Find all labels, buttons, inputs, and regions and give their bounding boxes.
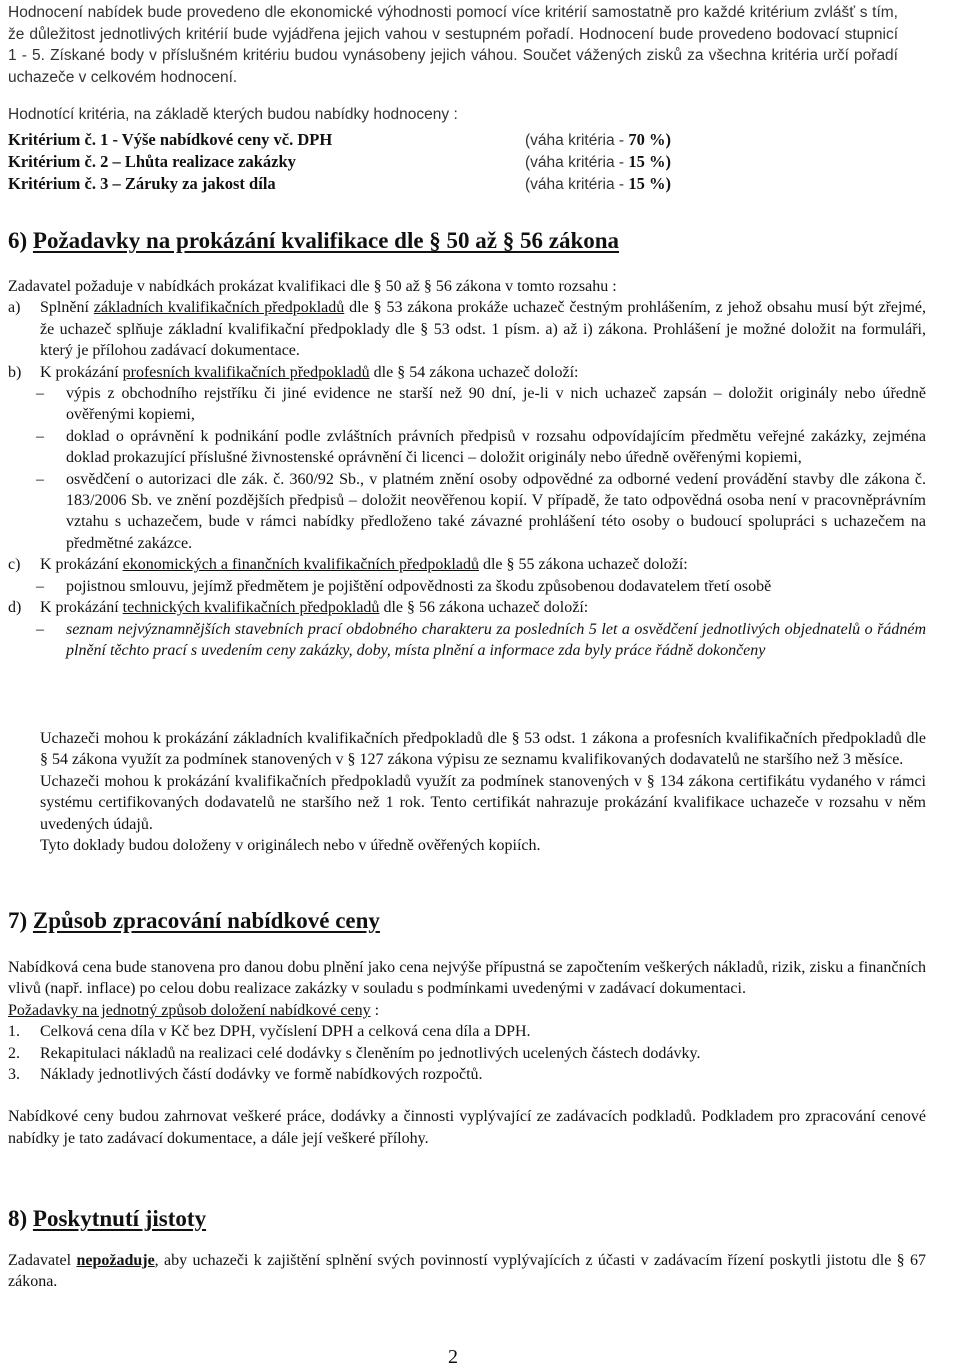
section-8-pre: Zadavatel: [8, 1252, 77, 1269]
section-6-body: [8, 276, 926, 661]
req-item-3: [8, 1064, 926, 1085]
section-6-number: 6): [8, 228, 28, 253]
section-8-number: 8): [8, 1206, 28, 1231]
item-d-bullet-1-text: seznam nejvýznamnějších stavebních prací obdobného charakteru za posledních 5 let a osvědčení jednotlivých objednatelů o řádném plnění těchto prací s uvedením ceny zakázky, doby, místa plnění a informace zda byly práce řádně dokončeny: [66, 620, 926, 659]
item-b-bullet-3-text: osvědčení o autorizaci dle zák. č. 360/92 Sb., v platném znění osoby odpovědné za odborné vedení provádění stavby dle zákona č. 183/2006 Sb. ve znění pozdějších předpisů – doložit neověřenou kopií. V případě, že tato odpovědná osoba není v pracovněprávním vztahu s uchazečem, bude v rámci nabídky předloženo také závazné prohlášení této osoby o budoucí spolupráci s uchazečem na předmětné zakázce.: [66, 470, 926, 552]
item-b-bullet-1: [8, 383, 926, 426]
section-7-heading: [8, 908, 380, 934]
criterion-3-label: Kritérium č. 3 – Záruky za jakost díla: [8, 174, 276, 193]
req-heading-colon: :: [370, 1001, 380, 1019]
item-b: [8, 362, 926, 383]
criterion-3-weight-prefix: (váha kritéria -: [525, 176, 625, 193]
criteria-heading: Hodnotící kritéria, na základě kterých budou nabídky hodnoceny :: [8, 106, 458, 123]
item-d-bullet-1: [8, 619, 926, 662]
req-item-1-text: Celková cena díla v Kč bez DPH, vyčíslení DPH a celková cena díla a DPH.: [40, 1023, 531, 1041]
dash-marker: –: [36, 620, 44, 638]
section-6-heading: [8, 228, 619, 254]
item-c-pre: K prokázání: [40, 556, 123, 574]
criterion-1-weight: [525, 130, 671, 150]
item-b-bullet-2: [8, 426, 926, 469]
dash-marker: –: [36, 577, 44, 595]
item-d-pre: K prokázání: [40, 599, 123, 617]
page-number: 2: [448, 1346, 458, 1368]
req-item-1-number: 1.: [8, 1023, 20, 1041]
section-7-number: 7): [8, 908, 28, 933]
section-7-paragraph: Nabídková cena bude stanovena pro danou dobu plnění jako cena nejvýše přípustná se započtením veškerých nákladů, rizik, zisku a finančních vlivů (např. inflace) po celou dobu realizace zakázky v souladu s podmínkami uvedenými v zadávací dokumentaci.: [8, 959, 926, 998]
item-c-post: dle § 55 zákona uchazeč doloží:: [478, 556, 688, 574]
item-c-bullet-1: [8, 576, 926, 597]
section-8-body: [8, 1250, 926, 1293]
section-6-lead: Zadavatel požaduje v nabídkách prokázat kvalifikaci dle § 50 až § 56 zákona v tomto rozsahu :: [8, 278, 617, 295]
note-1: Uchazeči mohou k prokázání základních kvalifikačních předpokladů dle § 53 odst. 1 zákona a profesních kvalifikačních předpokladů dle § 54 zákona využít za podmínek stanovených v § 127 zákona výpisu ze seznamu kvalifikovaných dodavatelů ne staršího než 3 měsíce.: [40, 730, 926, 769]
criterion-1-label: Kritérium č. 1 - Výše nabídkové ceny vč. DPH: [8, 130, 333, 149]
intro-block: [8, 2, 898, 88]
item-b-post: dle § 54 zákona uchazeč doloží:: [369, 363, 579, 381]
item-a: [8, 297, 926, 361]
criterion-2-label: Kritérium č. 2 – Lhůta realizace zakázky: [8, 152, 296, 171]
dash-marker: –: [36, 427, 44, 445]
section-8-post: , aby uchazeči k zajištění splnění svých povinností vyplývajících z účasti v zadávacím řízení poskytli jistotu dle § 67 zákona.: [8, 1252, 927, 1291]
item-d-link: technických kvalifikačních předpokladů: [122, 599, 380, 617]
criterion-2-weight-prefix: (váha kritéria -: [525, 154, 625, 171]
section-6-notes: [8, 728, 926, 856]
item-c-bullet-1-text: pojistnou smlouvu, jejímž předmětem je pojištění odpovědnosti za škodu způsobenou dodavatelem třetí osobě: [66, 577, 772, 595]
dash-marker: –: [36, 470, 44, 488]
item-a-post: dle § 53 zákona prokáže uchazeč čestným prohlášením, z jehož obsahu musí být zřejmé, že uchazeč splňuje základní kvalifikační předpoklady dle § 53 odst. 1 písm. a) až i) zákona. Prohlášení je možné doložit na formuláři, který je přílohou zadávací dokumentace.: [40, 299, 927, 360]
req-item-3-number: 3.: [8, 1066, 20, 1084]
item-b-bullet-3: [8, 469, 926, 555]
item-c-link: ekonomických a finančních kvalifikačních předpokladů: [122, 556, 479, 574]
item-d-post: dle § 56 zákona uchazeč doloží:: [379, 599, 589, 617]
criterion-2-weight-value: 15 %): [628, 152, 671, 171]
criterion-1-weight-prefix: (váha kritéria -: [525, 132, 625, 149]
item-c: [8, 554, 926, 575]
section-8-emph: nepožaduje: [76, 1252, 155, 1269]
criterion-3-weight-value: 15 %): [628, 174, 671, 193]
item-a-pre: Splnění: [40, 299, 94, 317]
item-d: [8, 597, 926, 618]
item-b-label: b): [8, 363, 22, 381]
item-a-label: a): [8, 299, 21, 317]
item-b-link: profesních kvalifikačních předpokladů: [122, 363, 370, 381]
section-8-heading: [8, 1206, 206, 1232]
section-7-req-heading: [8, 1000, 926, 1021]
section-7-closing: Nabídkové ceny budou zahrnovat veškeré práce, dodávky a činnosti vyplývající ze zadávacích podkladů. Podkladem pro zpracování cenové nabídky je tato zadávací dokumentace, a dále její veškeré přílohy.: [8, 1108, 926, 1147]
section-7-title: Způsob zpracování nabídkové ceny: [32, 908, 380, 933]
item-b-pre: K prokázání: [40, 363, 123, 381]
req-item-1: [8, 1021, 926, 1042]
intro-paragraph: Hodnocení nabídek bude provedeno dle ekonomické výhodnosti pomocí více kritérií samostatně pro každé kritérium zvlášť s tím, že důležitost jednotlivých kritérií bude vyjádřena jejich vahou v sestupném pořadí. Hodnocení bude provedeno bodovací stupnicí 1 - 5. Získané body v příslušném kritériu budou vynásobeny jejich váhou. Součet vážených zisků za všechna kritéria určí pořadí uchazeče v celkovém hodnocení.: [8, 4, 898, 86]
criterion-2-weight: [525, 152, 671, 172]
criterion-1-weight-value: 70 %): [628, 130, 671, 149]
section-8-title: Poskytnutí jistoty: [32, 1206, 207, 1231]
note-2: Uchazeči mohou k prokázání kvalifikačních předpokladů využít za podmínek stanovených v § 134 zákona certifikátu vydaného v rámci systému certifikovaných dodavatelů ne staršího než 1 rok. Tento certifikát nahrazuje prokázání kvalifikace uchazeče v rozsahu v něm uvedených údajů.: [40, 772, 926, 833]
item-b-bullet-2-text: doklad o oprávnění k podnikání podle zvláštních právních předpisů v rozsahu odpovídajícím předmětu veřejné zakázky, zejména doklad prokazující příslušné živnostenské oprávnění či licenci – doložit originály nebo úředně ověřenými kopiemi,: [66, 427, 926, 467]
section-6-title: Požadavky na prokázání kvalifikace dle § 50 až § 56 zákona: [32, 228, 620, 253]
item-b-bullet-1-text: výpis z obchodního rejstříku či jiné evidence ne starší než 90 dní, je-li v nich uchazeč zapsán – doložit originály nebo úředně ověřenými kopiemi,: [66, 385, 926, 424]
req-item-2-number: 2.: [8, 1044, 20, 1062]
criterion-3-weight: [525, 174, 671, 194]
section-8-paragraph: [8, 1250, 926, 1293]
req-item-3-text: Náklady jednotlivých částí dodávky ve formě nabídkových rozpočtů.: [40, 1066, 483, 1084]
section-7-body: [8, 957, 926, 1149]
note-3: Tyto doklady budou doloženy v originálech nebo v úředně ověřených kopiích.: [40, 837, 541, 855]
req-item-2-text: Rekapitulaci nákladů na realizaci celé dodávky s členěním po jednotlivých ucelených částech dodávky.: [40, 1044, 701, 1062]
req-heading-text: Požadavky na jednotný způsob doložení nabídkové ceny: [8, 1001, 371, 1019]
item-c-label: c): [8, 556, 21, 574]
item-d-label: d): [8, 599, 22, 617]
req-item-2: [8, 1043, 926, 1064]
item-a-link: základních kvalifikačních předpokladů: [93, 299, 345, 317]
dash-marker: –: [36, 385, 44, 403]
